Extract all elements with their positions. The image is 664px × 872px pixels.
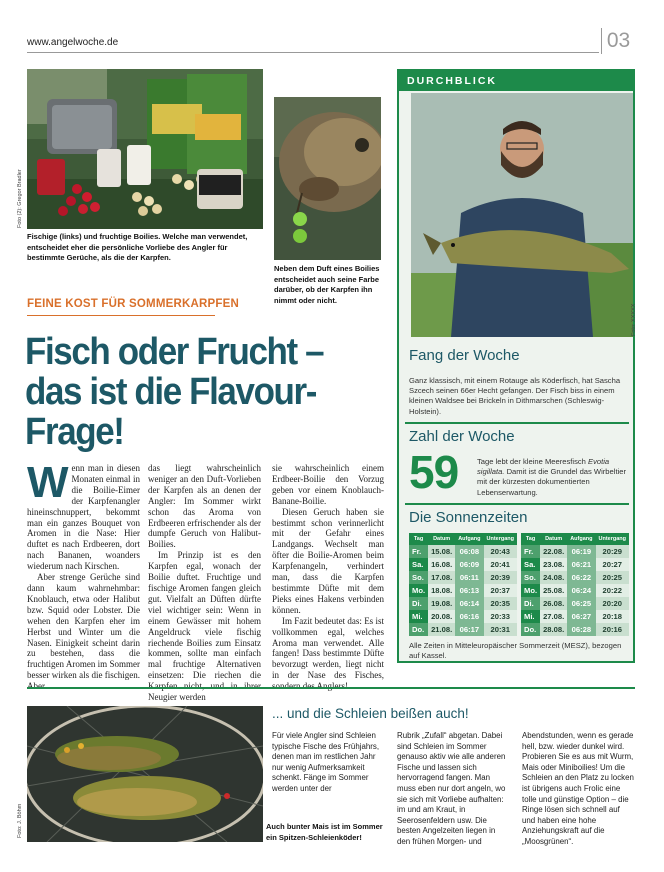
sun-sunrise: 06:17 xyxy=(455,623,483,636)
kicker-underline xyxy=(27,315,215,316)
article-paragraph: Im Prinzip ist es den Karpfen egal, wonach der Boilie duftet. Fruchtige und fischige Aromen fangen gleich gut. Vielfalt an Düften dürfte viel wichtiger sein: Wenn in einem Gewässer mit hohem Angeldruck viele fischig riechende Boilies zum Einsatz kommen, sollte man einfach mal fruchtige Alternativen einsetzen: Die riechen die Karpfen nicht, und in ihrer Neugier werden xyxy=(148,550,261,703)
page-number: 03 xyxy=(601,28,635,54)
sun-weekday: Di. xyxy=(521,597,540,610)
sun-sunrise: 06:19 xyxy=(567,545,595,558)
sun-row xyxy=(409,571,517,584)
header-rule xyxy=(27,52,599,53)
sun-date: 22.08. xyxy=(540,545,567,558)
zahl-text-part: Tage lebt der kleine Meeresfisch xyxy=(477,457,586,466)
sun-date: 23.08. xyxy=(540,558,567,571)
sun-sunset: 20:22 xyxy=(596,584,630,597)
fang-title: Fang der Woche xyxy=(409,347,520,364)
sun-sunset: 20:29 xyxy=(596,545,630,558)
zahl-text-part: Damit ist die Grundel das Wirbeltier mit der kürzesten dokumentierten Lebenserwartung. xyxy=(477,467,626,497)
sun-row xyxy=(409,545,517,558)
sun-date: 21.08. xyxy=(428,623,455,636)
sun-weekday: Mi. xyxy=(521,610,540,623)
sun-sunset: 20:16 xyxy=(596,623,630,636)
sun-sunset: 20:37 xyxy=(484,584,518,597)
sun-sunrise: 06:21 xyxy=(567,558,595,571)
sun-title: Die Sonnenzeiten xyxy=(409,509,528,526)
sun-weekday: Fr. xyxy=(409,545,428,558)
sun-weekday: Mo. xyxy=(521,584,540,597)
sun-sunrise: 06:25 xyxy=(567,597,595,610)
sun-weekday: Sa. xyxy=(409,558,428,571)
sun-date: 16.08. xyxy=(428,558,455,571)
sun-sunrise: 06:08 xyxy=(455,545,483,558)
article-paragraph: sie wahrscheinlich einem Erdbeer-Boilie den Vorzug geben vor einem Knoblauch-Banane-Boilie. xyxy=(272,463,384,506)
sun-sunset: 20:33 xyxy=(484,610,518,623)
carp-caption: Neben dem Duft eines Boilies entscheidet auch seine Farbe darüber, ob der Karpfen ihn nimmt oder nicht. xyxy=(274,264,380,305)
sun-col-header: Datum xyxy=(540,533,567,545)
zahl-title: Zahl der Woche xyxy=(409,428,515,445)
sun-sunset: 20:18 xyxy=(596,610,630,623)
schleien-column-3: Abendstunden, wenn es gerade hell, bzw. wieder dunkel wird. Probieren Sie es aus mit Wurm, Mais oder Miniboilies! Um die Schleien an den Platz zu locken ist übrigens auch Frolic eine tolle und günstige Option – die Ringe lösen sich schnell auf und haben eine hohe Anziehungskraft auf die „Moosgrünen“. xyxy=(522,731,634,846)
sun-sunrise: 06:24 xyxy=(567,584,595,597)
sun-weekday: Di. xyxy=(409,597,428,610)
schleien-title: ... und die Schleien beißen auch! xyxy=(272,706,469,721)
sun-weekday: Do. xyxy=(409,623,428,636)
article-headline: Fisch oder Frucht – das ist die Flavour-Frage! xyxy=(25,331,324,453)
sun-sunset: 20:27 xyxy=(596,558,630,571)
article-paragraph: Aber strenge Gerüche sind dann kaum wahrnehmbar: Knoblauch, etwa oder Halibut bzw. Squid oder Lobster. Die wehen den Karpfen eher im Herbst und Winter um die Nasen. Einigkeit scheint darin zu bestehen, dass die fruchtigen Aromen im Sommer besser wirken als die fischigen. Aber xyxy=(27,572,140,692)
sun-date: 17.08. xyxy=(428,571,455,584)
sun-note: Alle Zeiten in Mitteleuropäischer Sommerzeit (MESZ), bezogen auf Kassel. xyxy=(409,641,622,661)
pike-photo-credit: Foto: XXXXX xyxy=(631,303,637,336)
sun-weekday: Sa. xyxy=(521,558,540,571)
sun-col-header: Tag xyxy=(521,533,540,545)
article-column-3 xyxy=(272,463,384,692)
sun-sunset: 20:31 xyxy=(484,623,518,636)
sun-sunset: 20:35 xyxy=(484,597,518,610)
tench-photo xyxy=(27,706,263,842)
sun-sunrise: 06:16 xyxy=(455,610,483,623)
article-column-2 xyxy=(148,463,261,703)
boilies-caption: Fischige (links) und fruchtige Boilies. Welche man verwendet, entscheidet eher die persönliche Vorliebe des Angler für bestimmte Gerüche, als die der Karpfen. xyxy=(27,232,248,262)
fang-text: Ganz klassisch, mit einem Rotauge als Köderfisch, hat Sascha Szcech seinen 66er Hecht gefangen. Der Fisch biss in einem kleinen Waldsee bei Brickeln in Dithmarschen (Schleswig-Holstein). xyxy=(409,376,621,416)
tench-caption: Auch bunter Mais ist im Sommer ein Spitzen-Schleienköder! xyxy=(266,822,383,842)
sun-date: 27.08. xyxy=(540,610,567,623)
sun-sunrise: 06:27 xyxy=(567,610,595,623)
schleien-column-2: Rubrik „Zufall“ abgetan. Dabei sind Schleien im Sommer genauso aktiv wie alle anderen Fische und lassen sich hervorragend fangen. Man muss eben nur dort angeln, wo sie sich mit Vorliebe aufhalten: im und am Kraut, in Seerosenfeldern usw. Die besten Angelzeiten liegen in den frühen Morgen- und xyxy=(397,731,506,846)
article-column-1 xyxy=(27,458,140,692)
zahl-species-name: Evotia sigillata. xyxy=(477,457,610,477)
sun-weekday: Fr. xyxy=(521,545,540,558)
sun-row xyxy=(521,545,629,558)
durchblick-sidebar xyxy=(397,69,635,663)
zahl-text xyxy=(477,457,627,498)
sun-date: 18.08. xyxy=(428,584,455,597)
sun-row xyxy=(409,584,517,597)
article-paragraph: Diesen Geruch haben sie bestimmt schon verinnerlicht mit der Gefahr eines Landgangs. Wechselt man öfter die Boilie-Aromen beim Karpfenangeln, verhindert man, dass die Karpfen bestimmte Düfte mit dem Pieks eines Hakens verbinden können. xyxy=(272,506,384,615)
section-separator xyxy=(27,687,635,689)
sun-sunrise: 06:22 xyxy=(567,571,595,584)
tench-photo-credit: Foto: J. Böhm xyxy=(17,803,23,838)
sun-sunset: 20:20 xyxy=(596,597,630,610)
sun-table-left xyxy=(409,533,517,636)
sidebar-divider xyxy=(405,422,629,424)
sun-col-header: Aufgang xyxy=(567,533,595,545)
sun-row xyxy=(409,623,517,636)
sun-row xyxy=(521,584,629,597)
sun-weekday: So. xyxy=(521,571,540,584)
sun-row xyxy=(521,610,629,623)
sun-col-header: Tag xyxy=(409,533,428,545)
sun-date: 28.08. xyxy=(540,623,567,636)
sun-weekday: Mo. xyxy=(409,584,428,597)
sidebar-header-label: DURCHBLICK xyxy=(407,75,497,87)
sun-row xyxy=(521,571,629,584)
sun-weekday: Do. xyxy=(521,623,540,636)
sun-date: 25.08. xyxy=(540,584,567,597)
sun-col-header: Aufgang xyxy=(455,533,483,545)
sun-date: 15.08. xyxy=(428,545,455,558)
sun-date: 19.08. xyxy=(428,597,455,610)
schleien-column-1: Für viele Angler sind Schleien typische Fische des Frühjahrs, denen man im restlichen Jahr nur wenig Aufmerksamkeit schenkt. Fänge im Sommer werden unter der xyxy=(272,731,380,793)
sun-sunset: 20:39 xyxy=(484,571,518,584)
sun-col-header: Datum xyxy=(428,533,455,545)
sun-date: 20.08. xyxy=(428,610,455,623)
sun-weekday: So. xyxy=(409,571,428,584)
article-kicker: FEINE KOST FÜR SOMMERKARPFEN xyxy=(27,298,239,310)
sun-date: 26.08. xyxy=(540,597,567,610)
sidebar-header xyxy=(399,71,633,91)
sun-sunrise: 06:28 xyxy=(567,623,595,636)
sun-weekday: Mi. xyxy=(409,610,428,623)
carp-photo xyxy=(274,97,381,260)
boilies-photo xyxy=(27,69,263,229)
zahl-number: 59 xyxy=(409,446,459,498)
sun-sunset: 20:41 xyxy=(484,558,518,571)
sun-col-header: Untergang xyxy=(484,533,518,545)
sun-row xyxy=(409,610,517,623)
site-url: www.angelwoche.de xyxy=(27,37,119,48)
article-paragraph: enn man in diesen Monaten einmal in die Boilie-Eimer der Karpfenangler hineinschnuppert, bekommt man ein ganzes Bouquet von Aromen in die Nase: Hier duftet es nach Erdbeeren, dort nach Bananen, woanders wiederum nach Kirschen. xyxy=(27,463,140,572)
drop-cap: W xyxy=(27,458,69,507)
sun-row xyxy=(409,597,517,610)
sun-row xyxy=(521,558,629,571)
sun-sunset: 20:43 xyxy=(484,545,518,558)
pike-photo xyxy=(411,93,633,337)
sun-sunrise: 06:11 xyxy=(455,571,483,584)
sun-col-header: Untergang xyxy=(596,533,630,545)
sun-row xyxy=(409,558,517,571)
sun-row xyxy=(521,623,629,636)
sun-sunrise: 06:13 xyxy=(455,584,483,597)
sun-row xyxy=(521,597,629,610)
sun-date: 24.08. xyxy=(540,571,567,584)
article-paragraph: das liegt wahrscheinlich weniger an den Duft-Vorlieben der Karpfen als an denen der Angler: Im Sommer wirkt schon das Aroma von Erdbeeren erfrischender als der dumpfe Geruch von Halibut-Boilies. xyxy=(148,463,261,550)
sun-sunset: 20:25 xyxy=(596,571,630,584)
sun-sunrise: 06:09 xyxy=(455,558,483,571)
boilies-photo-credit: Foto (2): Gregor Bradler xyxy=(17,169,23,228)
article-paragraph: Im Fazit bedeutet das: Es ist vollkommen egal, welches Aroma man verwendet. Alle fangen! Dass bestimmte Düfte bevorzugt werden, liegt nicht in der Nase des Fisches, sondern des Anglers! xyxy=(272,615,384,692)
sun-sunrise: 06:14 xyxy=(455,597,483,610)
sidebar-divider xyxy=(405,503,629,505)
sun-table-right xyxy=(521,533,629,636)
